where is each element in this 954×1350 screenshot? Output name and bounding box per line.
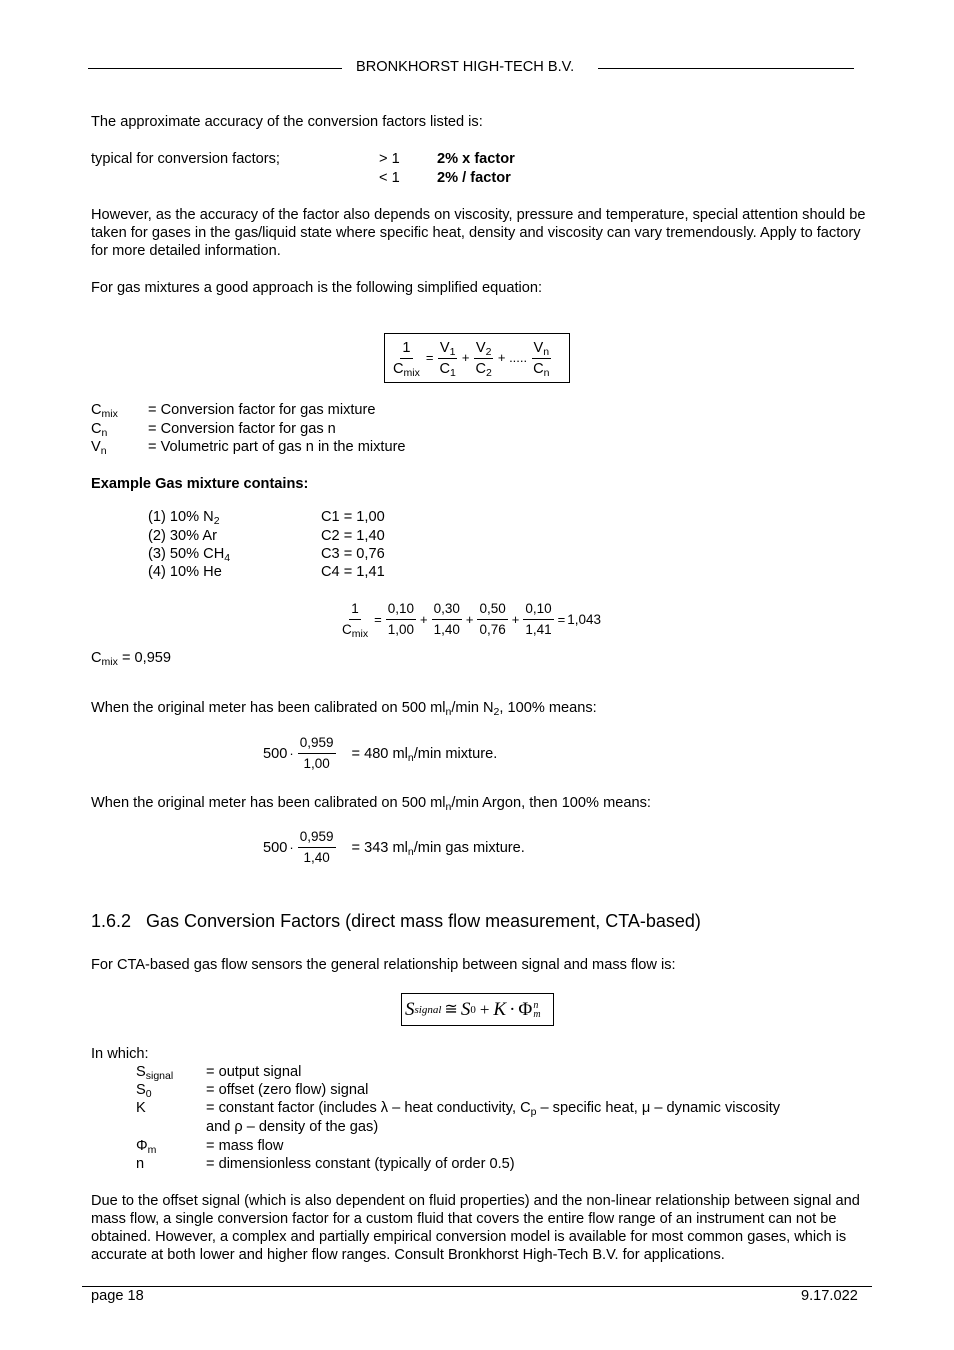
ar-calculation: 500 · $\frac{0,959}{1,40}$ = 343 $ml_n/\min$ gas mixture. (263, 829, 525, 865)
accuracy-val-2: 2% / factor (437, 170, 511, 186)
accuracy-cond-1: > 1 (379, 151, 400, 167)
accuracy-cond-2: < 1 (379, 170, 400, 186)
gas-factor: C1 = 1,00 (321, 509, 385, 525)
mixture-equation: $\frac{1}{C_{mix}}$ = $\frac{V_1}{C_1}$ + $\frac{V_2}{C_2}$ + ..... $\frac{V_n}{C_n}$ (384, 333, 570, 383)
cta-def-text: = dimensionless constant (typically of order 0.5) (206, 1156, 515, 1172)
cta-equation: S signal ≅ S 0 + K · Φ n m (401, 993, 554, 1026)
cta-def-symbol: n (136, 1156, 145, 1172)
cta-def-symbol: $S_{signal}$ (136, 1064, 174, 1082)
cta-def-text: = constant factor (includes λ – heat conductivity, $C_p$ – specific heat, μ – dynamic viscosity (206, 1100, 781, 1118)
section-heading: 1.6.2 Gas Conversion Factors (direct mass flow measurement, CTA-based) (91, 911, 701, 931)
cta-def-symbol: $S_0$ (136, 1082, 152, 1100)
definition-symbol: $C_n$ (91, 421, 108, 439)
in-which-label: In which: (91, 1046, 149, 1062)
paragraph-offset: Due to the offset signal (which is also dependent on fluid properties) and the non-linear relationship between signal and mass flow, a single conversion factor for a custom fluid that covers the entire flow range of an instrument can not be obtained. However, a complex and partially empirical conversion model is available for most common gases, which is accurate at both lower and higher flow ranges. Consult Bronkhorst High-Tech B.V. for applications. (91, 1193, 860, 1263)
cta-def-text: = offset (zero flow) signal (206, 1082, 369, 1098)
accuracy-intro: The approximate accuracy of the conversion factors listed is: (91, 114, 483, 130)
gas-row: (3) 50% $CH_4$ (148, 546, 231, 564)
cta-intro: For CTA-based gas flow sensors the general relationship between signal and mass flow is: (91, 957, 676, 973)
cta-def-symbol: K (136, 1100, 146, 1116)
example-title: Example Gas mixture contains: (91, 476, 309, 492)
footer-page: page 18 (91, 1288, 144, 1304)
cta-def-text: = mass flow (206, 1138, 284, 1154)
cta-def-text: = output signal (206, 1064, 302, 1080)
gas-row: (2) 30% Ar (148, 528, 217, 544)
cta-def-text: and ρ – density of the gas) (206, 1119, 379, 1135)
paragraph-viscosity: However, as the accuracy of the factor also depends on viscosity, pressure and temperature, special attention should be taken for gases in the gas/liquid state where specific heat, density and viscosity can vary tremendously. Apply to factory for more detailed information. (91, 207, 866, 259)
accuracy-label: typical for conversion factors; (91, 151, 280, 167)
header-company: BRONKHORST HIGH-TECH B.V. (356, 59, 575, 75)
accuracy-val-1: 2% x factor (437, 151, 515, 167)
definition-text: = Conversion factor for gas n (148, 421, 336, 437)
header-rule-left (88, 68, 342, 69)
gas-factor: C3 = 0,76 (321, 546, 385, 562)
gas-factor: C4 = 1,41 (321, 564, 385, 580)
example-equation: $\frac{1}{C_{mix}}$ = $\frac{0,10}{1,00}$ + $\frac{0,30}{1,40}$ + $\frac{0,50}{0,76}$ + $\frac{0,10}{1,41}$ = 1,043 (342, 601, 601, 640)
definition-text: = Volumetric part of gas n in the mixture (148, 439, 406, 455)
ar-calibration-text: When the original meter has been calibrated on 500 $ml_n/\min$ Argon, then 100% means: (91, 795, 651, 813)
definition-text: = Conversion factor for gas mixture (148, 402, 376, 418)
gas-row: (1) 10% $N_2$ (148, 509, 220, 527)
paragraph-mixtures: For gas mixtures a good approach is the following simplified equation: (91, 280, 543, 296)
cta-def-symbol: $\Phi_m$ (136, 1138, 157, 1156)
definition-symbol: $C_{mix}$ (91, 402, 118, 420)
definition-symbol: $V_n$ (91, 439, 107, 457)
n2-calculation: 500 · $\frac{0,959}{1,00}$ = 480 $ml_n/\min$ mixture. (263, 735, 498, 771)
gas-factor: C2 = 1,40 (321, 528, 385, 544)
cmix-result: $C_{mix} = 0,959$ (91, 650, 172, 668)
footer-rule (82, 1286, 872, 1287)
footer-doc-number: 9.17.022 (801, 1288, 858, 1304)
gas-row: (4) 10% He (148, 564, 222, 580)
n2-calibration-text: When the original meter has been calibrated on 500 $ml_n/\min$ $N_2$, 100% means: (91, 700, 597, 718)
header-rule-right (598, 68, 854, 69)
